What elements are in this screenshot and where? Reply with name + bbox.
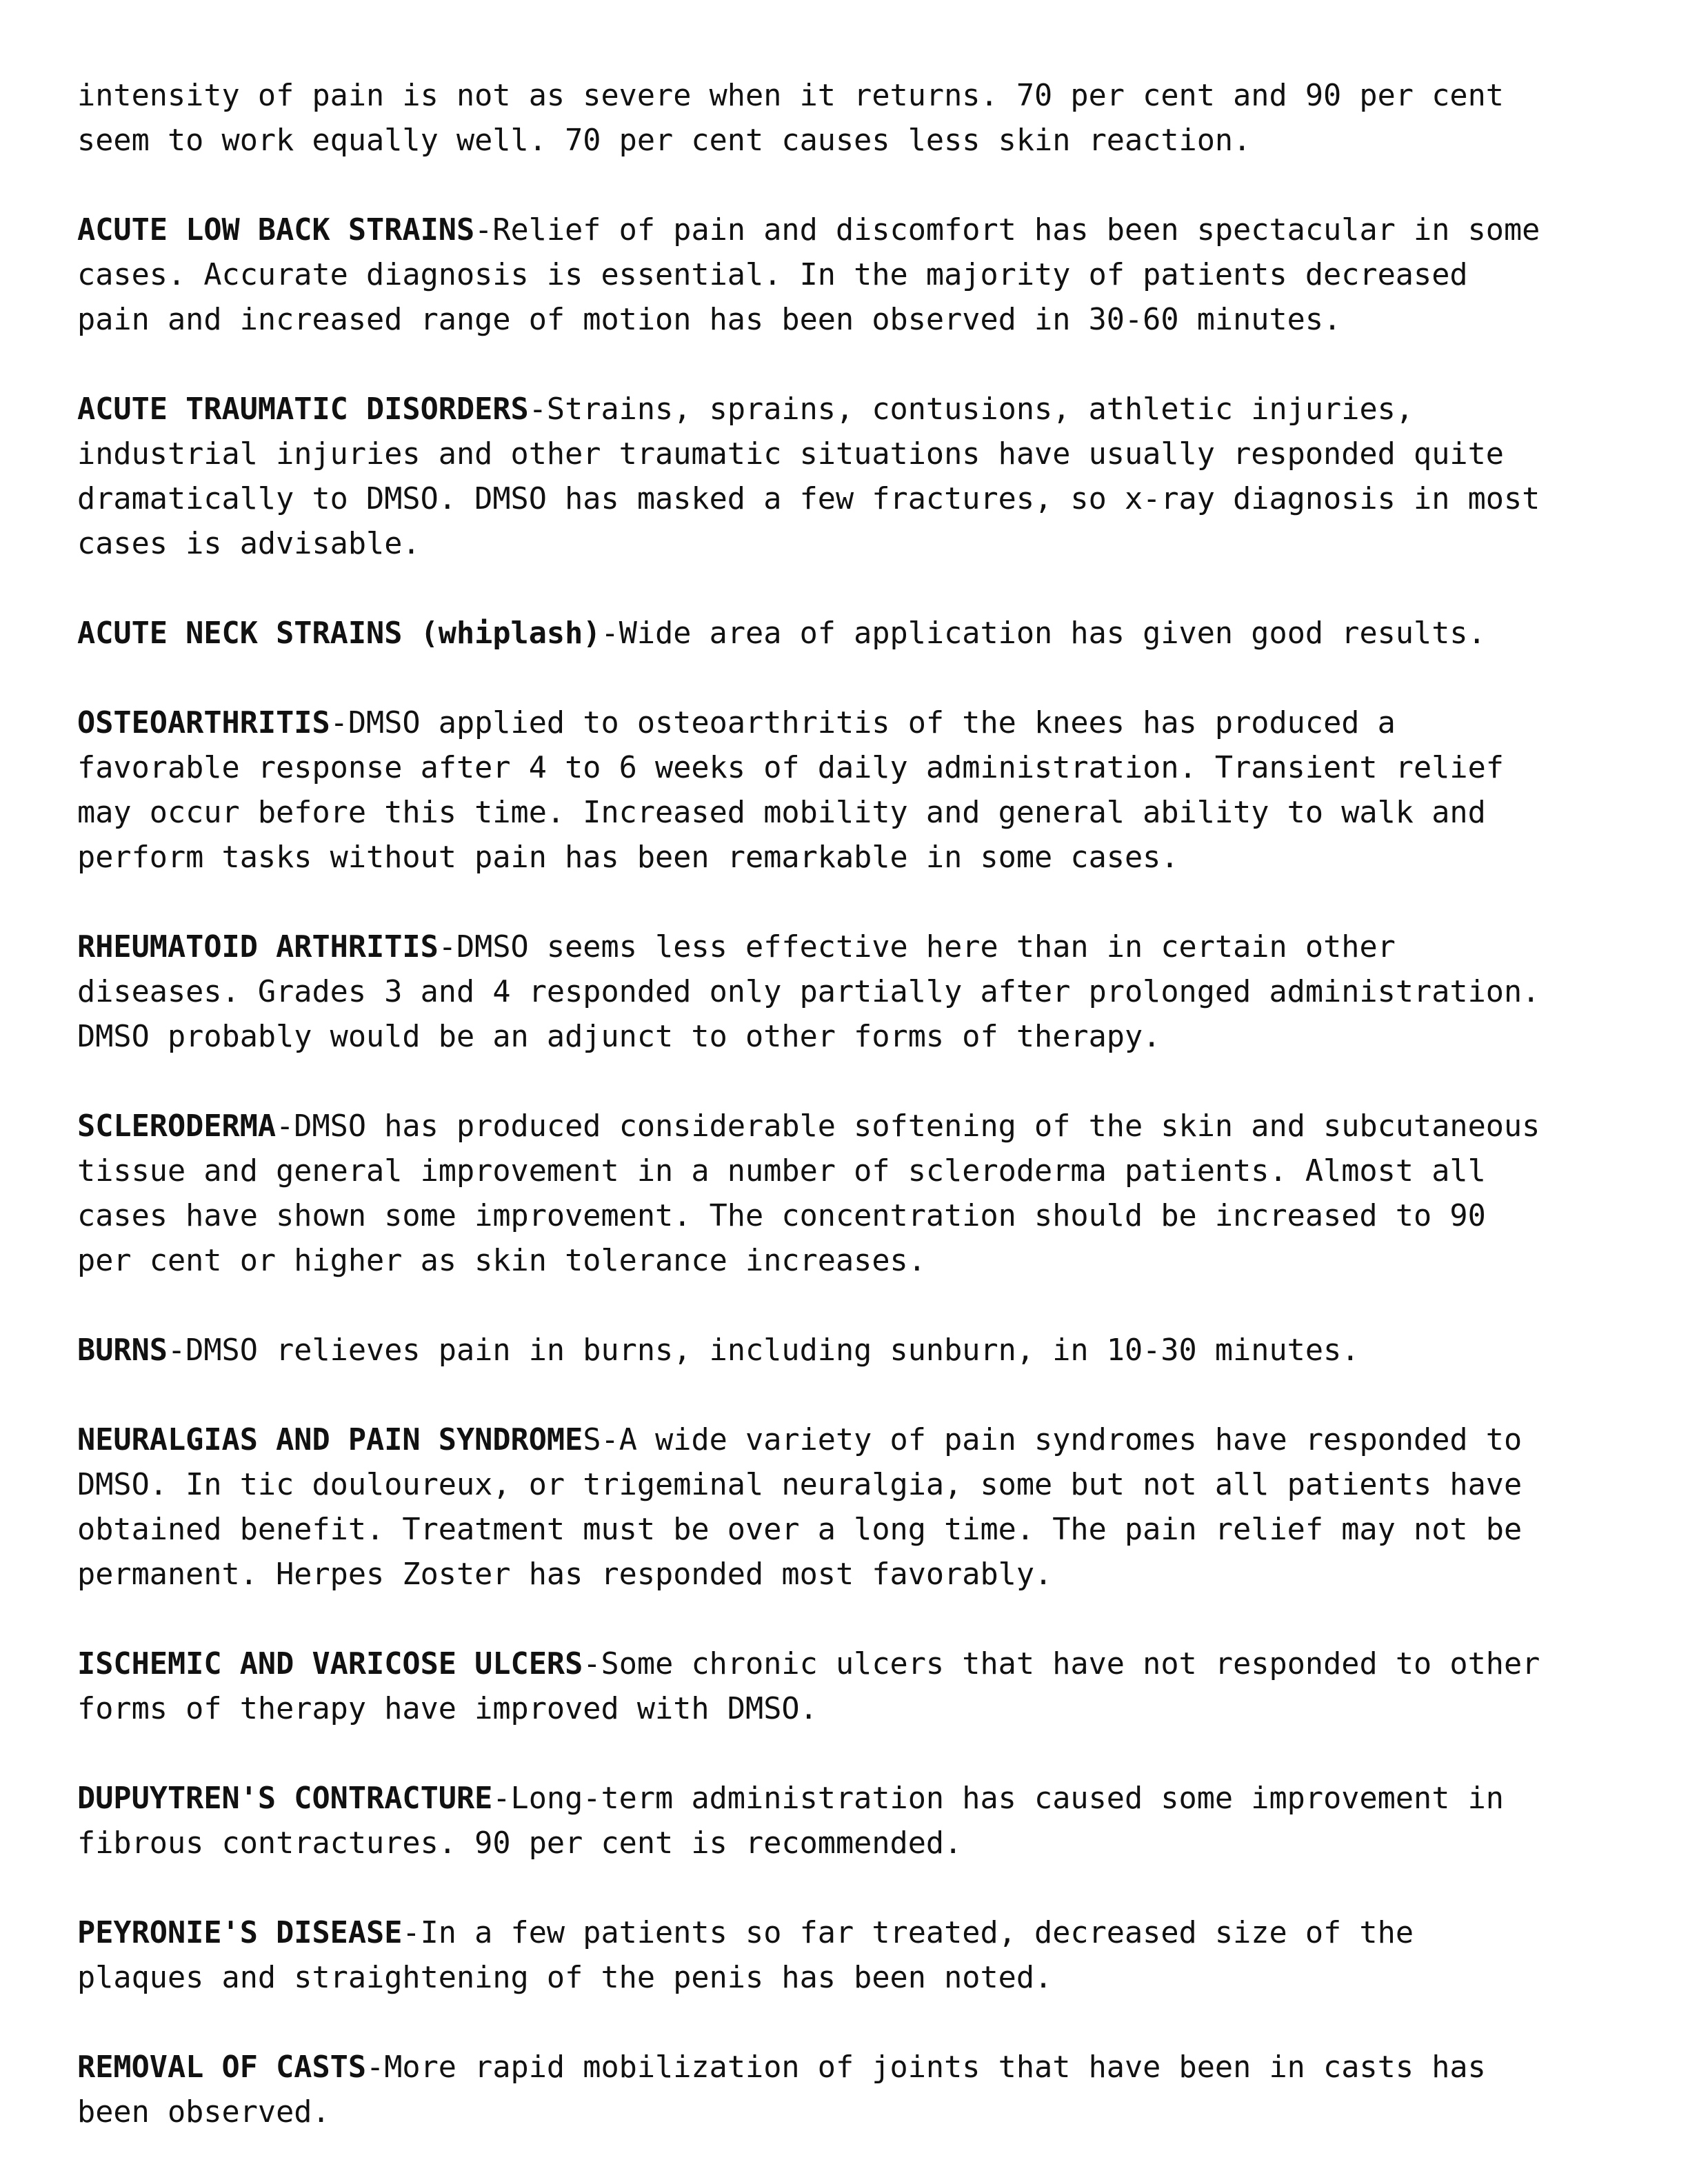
section-heading: ACUTE NECK STRAINS (whiplash) xyxy=(77,616,601,651)
paragraph: NEURALGIAS AND PAIN SYNDROMES-A wide variety of pain syndromes have responded to DMSO. In tic douloureux, or trigeminal neuralgia, some but not all patients have obtained benefit. Treatment must be over a long time. The pain relief may not be permanent. Herpes Zoster has responded most favorably. xyxy=(77,1423,1523,1592)
section-heading: RHEUMATOID ARTHRITIS xyxy=(77,930,439,964)
paragraph: ACUTE LOW BACK STRAINS-Relief of pain and discomfort has been spectacular in some cases. Accurate diagnosis is essential. In the majority of patients decreased pain and increased range of motion has been observed in 30-60 minutes. xyxy=(77,213,1540,337)
paragraph: ISCHEMIC AND VARICOSE ULCERS-Some chronic ulcers that have not responded to other forms of therapy have improved with DMSO. xyxy=(77,1647,1540,1726)
section-heading: SCLERODERMA xyxy=(77,1109,277,1144)
paragraph: PEYRONIE'S DISEASE-In a few patients so far treated, decreased size of the plaques and straightening of the penis has been noted. xyxy=(77,1916,1414,1995)
section-heading: ACUTE TRAUMATIC DISORDERS xyxy=(77,392,529,427)
section-heading: DUPUYTREN'S CONTRACTURE xyxy=(77,1781,493,1816)
section-heading: ISCHEMIC AND VARICOSE ULCERS xyxy=(77,1647,583,1681)
paragraph: OSTEOARTHRITIS-DMSO applied to osteoarthritis of the knees has produced a favorable response after 4 to 6 weeks of daily administration. Transient relief may occur before this time. Increased mobility and general ability to walk and perform tasks without pain has been remarkable in some cases. xyxy=(77,706,1504,875)
section-heading: NEURALGIAS AND PAIN SYNDROME xyxy=(77,1423,583,1457)
paragraph: BURNS-DMSO relieves pain in burns, including sunburn, in 10-30 minutes. xyxy=(77,1333,1360,1368)
paragraph: intensity of pain is not as severe when it returns. 70 per cent and 90 per cent seem to work equally well. 70 per cent causes less skin reaction. xyxy=(77,79,1504,158)
paragraph: REMOVAL OF CASTS-More rapid mobilization of joints that have been in casts has been observed. xyxy=(77,2050,1486,2130)
paragraph: ACUTE TRAUMATIC DISORDERS-Strains, sprains, contusions, athletic injuries, industrial injuries and other traumatic situations have usually responded quite dramatically to DMSO. DMSO has masked a few fractures, so x-ray diagnosis in most cases is advisable. xyxy=(77,392,1540,561)
paragraph: DUPUYTREN'S CONTRACTURE-Long-term administration has caused some improvement in fibrous contractures. 90 per cent is recommended. xyxy=(77,1781,1504,1861)
section-heading: REMOVAL OF CASTS xyxy=(77,2050,367,2085)
paragraph: SCLERODERMA-DMSO has produced considerable softening of the skin and subcutaneous tissue and general improvement in a number of scleroderma patients. Almost all cases have shown some improvement. The concentration should be increased to 90 per cent or higher as skin tolerance increases. xyxy=(77,1109,1540,1278)
section-heading: OSTEOARTHRITIS xyxy=(77,706,330,740)
paragraph: ACUTE NECK STRAINS (whiplash)-Wide area of application has given good results. xyxy=(77,616,1486,651)
document-body xyxy=(77,74,1619,2135)
section-heading: PEYRONIE'S DISEASE xyxy=(77,1916,403,1950)
section-heading: ACUTE LOW BACK STRAINS xyxy=(77,213,475,247)
paragraph: RHEUMATOID ARTHRITIS-DMSO seems less effective here than in certain other diseases. Grades 3 and 4 responded only partially after prolonged administration. DMSO probably would be an adjunct to other forms of therapy. xyxy=(77,930,1540,1054)
section-heading: BURNS xyxy=(77,1333,168,1368)
